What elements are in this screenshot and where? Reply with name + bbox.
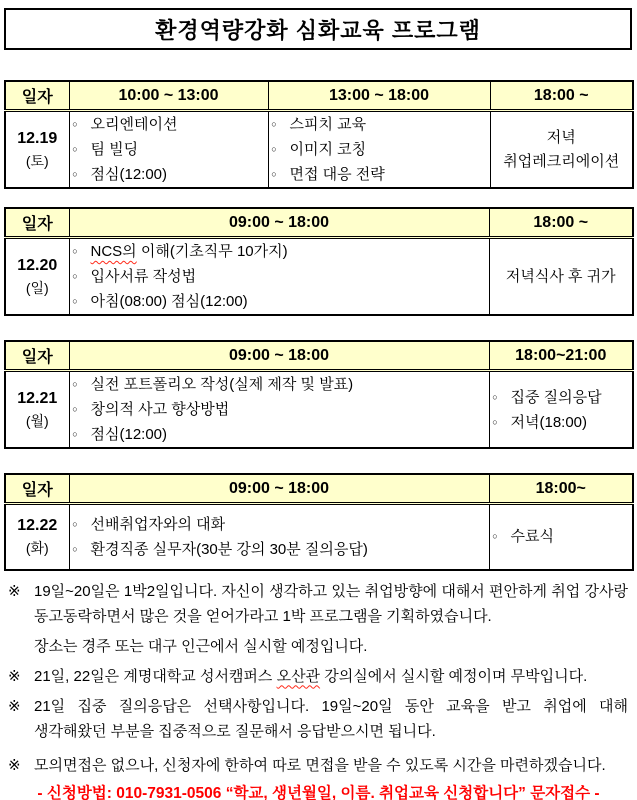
schedule-table-dec21 — [4, 340, 634, 449]
date-cell — [5, 111, 69, 189]
session-label: 아침(08:00) 점심(12:00) — [90, 293, 248, 310]
day-text: (화) — [25, 539, 49, 556]
schedule-table-dec19 — [4, 80, 634, 189]
document-title-box — [4, 8, 632, 50]
date-text: 12.21 — [17, 389, 58, 407]
column-header-date: 일자 — [5, 474, 69, 504]
session-label: 수료식 — [510, 528, 554, 546]
page-title: 환경역량강화 심화교육 프로그램 — [155, 17, 481, 43]
session-item — [490, 385, 633, 410]
circle-bullet-icon: ○ — [72, 144, 78, 154]
note-text: 모의면접은 없으나, 신청자에 한하여 따로 면접을 받을 수 있도록 시간을 마련하겠습니다. — [34, 756, 606, 774]
note-text: 장소는 경주 또는 대구 인근에서 실시할 예정입니다. — [34, 637, 368, 655]
session-label: 취업레크리에이션 — [503, 152, 620, 170]
column-header-date: 일자 — [5, 81, 69, 111]
session-item — [70, 537, 489, 562]
column-header-time: 18:00~ — [489, 474, 633, 504]
circle-bullet-icon: ○ — [72, 246, 78, 256]
session-label: 이미지 코칭 — [289, 141, 367, 158]
session-cell-evening — [489, 371, 633, 449]
note-text: 19일~20일은 1박2일입니다. 자신이 생각하고 있는 취업방향에 대해서 편안하게 취업 강사랑 동고동락하면서 많은 것을 얻어가라고 1박 프로그램을 기획하였습니다. — [34, 582, 628, 625]
note-text: 21일 집중 질의응답은 선택사항입니다. 19일~20일 동안 교육을 받고 취업에 대해 생각해왔던 부분을 집중적으로 질문해서 응답받으시면 됩니다. — [34, 697, 628, 740]
session-label: 팀 빌딩 — [90, 141, 139, 158]
note-marker: ※ — [8, 582, 21, 600]
circle-bullet-icon: ○ — [492, 416, 498, 427]
session-label: 오리엔테이션 — [90, 116, 178, 133]
misspelled-word: 신청합니다 — [443, 784, 519, 800]
day-text: (토) — [25, 152, 49, 169]
application-info — [0, 781, 637, 800]
column-header-time: 13:00 ~ 18:00 — [268, 81, 490, 111]
session-label: 저녁식사 후 귀가 — [505, 267, 616, 285]
day-text: (일) — [25, 279, 49, 296]
session-label: NCS의 이해(기초직무 10가지) — [90, 243, 288, 260]
application-text: - 신청방법: 010-7931-0506 “학교, 생년월일, 이름. 취업교육 — [37, 784, 444, 800]
schedule-row — [5, 504, 633, 570]
note — [0, 753, 637, 778]
session-item — [70, 137, 268, 162]
note — [0, 634, 637, 659]
date-text: 12.19 — [17, 129, 58, 147]
session-label: 점심(12:00) — [90, 426, 168, 443]
day-text: (월) — [25, 412, 49, 429]
circle-bullet-icon: ○ — [271, 144, 277, 154]
note — [0, 664, 637, 689]
session-label: 환경직종 실무자(30분 강의 30분 질의응답) — [90, 540, 368, 558]
session-item — [70, 112, 268, 137]
header-row — [5, 208, 633, 238]
circle-bullet-icon: ○ — [72, 271, 78, 281]
session-item — [70, 422, 489, 447]
schedule-row — [5, 111, 633, 189]
session-item — [70, 162, 268, 187]
session-item — [70, 239, 489, 264]
session-item — [490, 524, 633, 549]
session-cell-evening — [489, 504, 633, 570]
column-header-time: 09:00 ~ 18:00 — [69, 474, 489, 504]
date-text: 12.20 — [17, 256, 58, 274]
misspelled-word: NCS의 — [90, 243, 137, 260]
column-header-time: 09:00 ~ 18:00 — [69, 208, 489, 238]
column-header-time: 09:00 ~ 18:00 — [69, 341, 489, 371]
circle-bullet-icon: ○ — [72, 296, 78, 306]
session-cell-main — [69, 238, 489, 316]
column-header-time: 18:00~21:00 — [489, 341, 633, 371]
session-label: 창의적 사고 향상방법 — [90, 401, 230, 418]
date-text: 12.22 — [17, 516, 58, 534]
session-label: 면접 대응 전략 — [289, 166, 385, 183]
schedule-table-dec20 — [4, 207, 634, 316]
session-label: 스피치 교육 — [289, 116, 367, 133]
schedule-table-dec22 — [4, 473, 634, 571]
session-label: 선배취업자와의 대화 — [90, 515, 226, 533]
session-label: 저녁 — [546, 128, 576, 146]
note-text: 21일, 22일은 계명대학교 성서캠퍼스 — [34, 667, 277, 685]
column-header-date: 일자 — [5, 341, 69, 371]
column-header-time: 10:00 ~ 13:00 — [69, 81, 268, 111]
session-item — [70, 372, 489, 397]
session-item — [269, 162, 490, 187]
notes-section — [0, 579, 637, 778]
circle-bullet-icon: ○ — [492, 531, 498, 542]
application-text: ” 문자접수 - — [518, 784, 600, 800]
note — [0, 579, 637, 629]
session-label: 집중 질의응답 — [510, 388, 602, 406]
circle-bullet-icon: ○ — [72, 169, 78, 179]
note-marker: ※ — [8, 756, 21, 774]
session-cell-main — [69, 371, 489, 449]
circle-bullet-icon: ○ — [72, 119, 78, 129]
circle-bullet-icon: ○ — [492, 391, 498, 402]
session-cell-evening — [489, 238, 633, 316]
date-cell — [5, 371, 69, 449]
session-item — [70, 264, 489, 289]
note-text: 강의실에서 실시할 예정이며 무박입니다. — [320, 667, 588, 685]
circle-bullet-icon: ○ — [72, 518, 78, 529]
circle-bullet-icon: ○ — [271, 169, 277, 179]
session-item — [70, 397, 489, 422]
session-item — [70, 512, 489, 537]
note — [0, 694, 637, 744]
session-cell-evening — [490, 111, 633, 189]
misspelled-word: 오산관 — [276, 667, 321, 685]
header-row — [5, 341, 633, 371]
date-cell — [5, 504, 69, 570]
note-marker: ※ — [8, 667, 21, 685]
circle-bullet-icon: ○ — [72, 379, 78, 389]
date-cell — [5, 238, 69, 316]
column-header-time: 18:00 ~ — [489, 208, 633, 238]
header-row — [5, 474, 633, 504]
session-item — [269, 112, 490, 137]
session-item — [490, 410, 633, 435]
session-label: 입사서류 작성법 — [90, 268, 197, 285]
schedule-row — [5, 371, 633, 449]
header-row — [5, 81, 633, 111]
session-cell-afternoon — [268, 111, 490, 189]
column-header-time: 18:00 ~ — [490, 81, 633, 111]
circle-bullet-icon: ○ — [271, 119, 277, 129]
session-item — [269, 137, 490, 162]
column-header-date: 일자 — [5, 208, 69, 238]
circle-bullet-icon: ○ — [72, 429, 78, 439]
circle-bullet-icon: ○ — [72, 543, 78, 554]
schedule-row — [5, 238, 633, 316]
session-label: 저녁(18:00) — [510, 413, 588, 431]
session-label: 점심(12:00) — [90, 166, 168, 183]
circle-bullet-icon: ○ — [72, 404, 78, 414]
session-item — [70, 289, 489, 314]
note-marker: ※ — [8, 697, 21, 715]
session-cell-main — [69, 504, 489, 570]
session-cell-morning — [69, 111, 268, 189]
session-label: 실전 포트폴리오 작성(실제 제작 및 발표) — [90, 376, 354, 393]
